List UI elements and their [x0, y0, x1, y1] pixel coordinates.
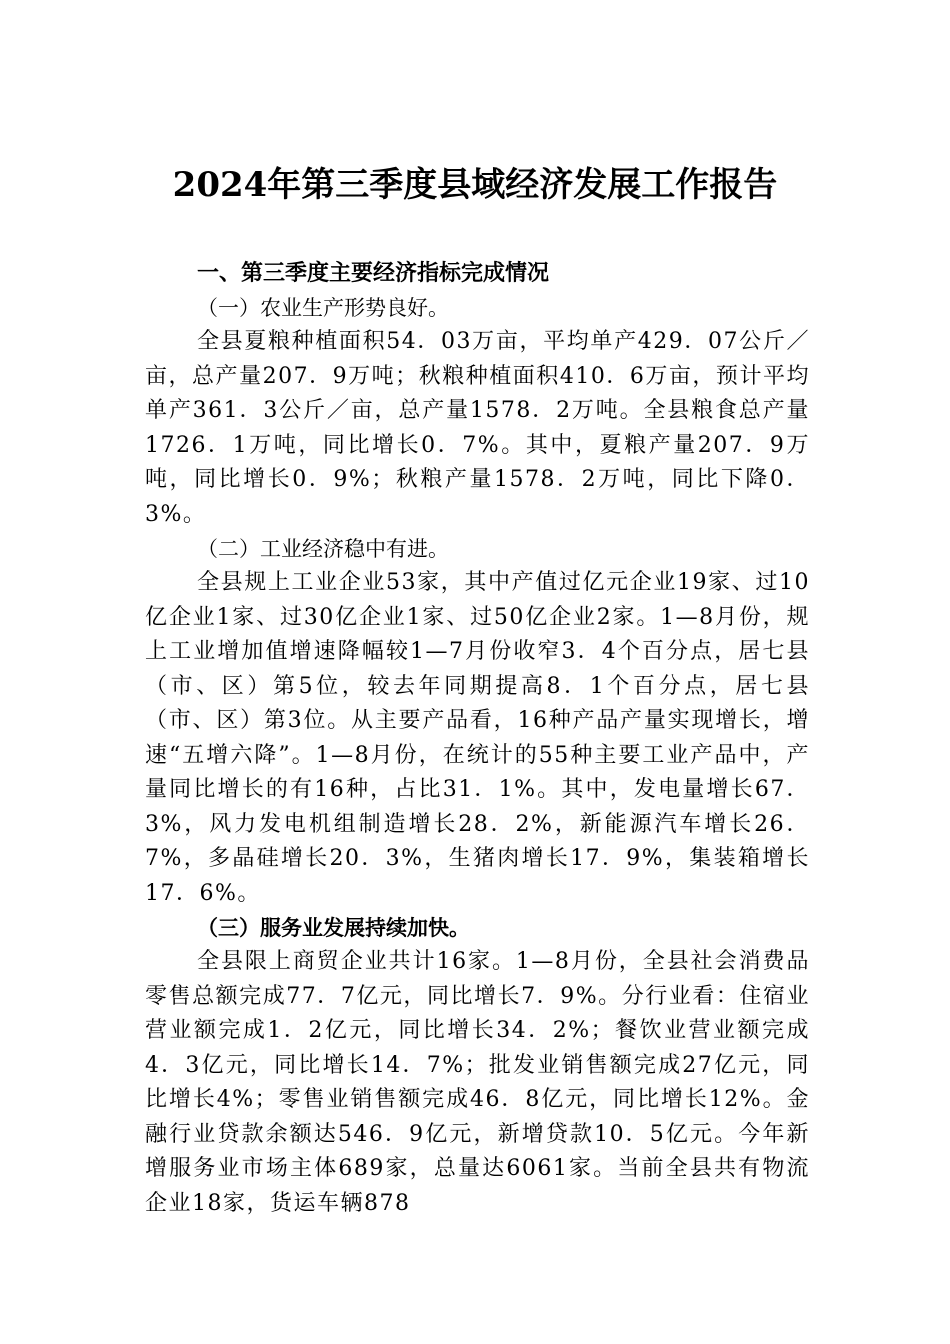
paragraph-services: 全县限上商贸企业共计16家。1—8月份，全县社会消费品零售总额完成77．7亿元，同比增长7．9%。分行业看：住宿业营业额完成1．2亿元，同比增长34．2%；餐饮业营业额完成4．3亿元，同比增长14．7%；批发业销售额完成27亿元，同比增长4%；零售业销售额完成46．8亿元，同比增长12%。金融行业贷款余额达546．9亿元，新增贷款10．5亿元。今年新增服务业市场主体689家，总量达6061家。当前全县共有物流企业18家，货运车辆878	[145, 949, 810, 1216]
paragraph-industry: 全县规上工业企业53家，其中产值过亿元企业19家、过10亿企业1家、过30亿企业1家、过50亿企业2家。1—8月份，规上工业增加值增速降幅较1—7月份收窄3．4个百分点，居七县（市、区）第5位，较去年同期提高8．1个百分点，居七县（市、区）第3位。从主要产品看，16种产品产量实现增长，增速“五增六降”。1—8月份，在统计的55种主要工业产品中，产量同比增长的有16种，占比31．1%。其中，发电量增长67．3%，风力发电机组制造增长28．2%，新能源汽车增长26．7%，多晶硅增长20．3%，生猪肉增长17．9%，集装箱增长17．6%。	[145, 570, 810, 906]
subsection-heading-agriculture: （一）农业生产形势良好。	[197, 296, 449, 320]
paragraph-agriculture: 全县夏粮种植面积54．03万亩，平均单产429．07公斤／亩，总产量207．9万吨；秋粮种植面积410．6万亩，预计平均单产361．3公斤／亩，总产量1578．2万吨。全县粮食总产量1726．1万吨，同比增长0．7%。其中，夏粮产量207．9万吨，同比增长0．9%；秋粮产量1578．2万吨，同比下降0．3%。	[145, 329, 810, 527]
section-heading: 一、第三季度主要经济指标完成情况	[197, 261, 550, 286]
document-title: 2024年第三季度县域经济发展工作报告	[172, 165, 778, 205]
subsection-heading-services: （三）服务业发展持续加快。	[197, 915, 470, 940]
document-body	[145, 257, 810, 1221]
subsection-heading-industry: （二）工业经济稳中有进。	[197, 537, 449, 561]
